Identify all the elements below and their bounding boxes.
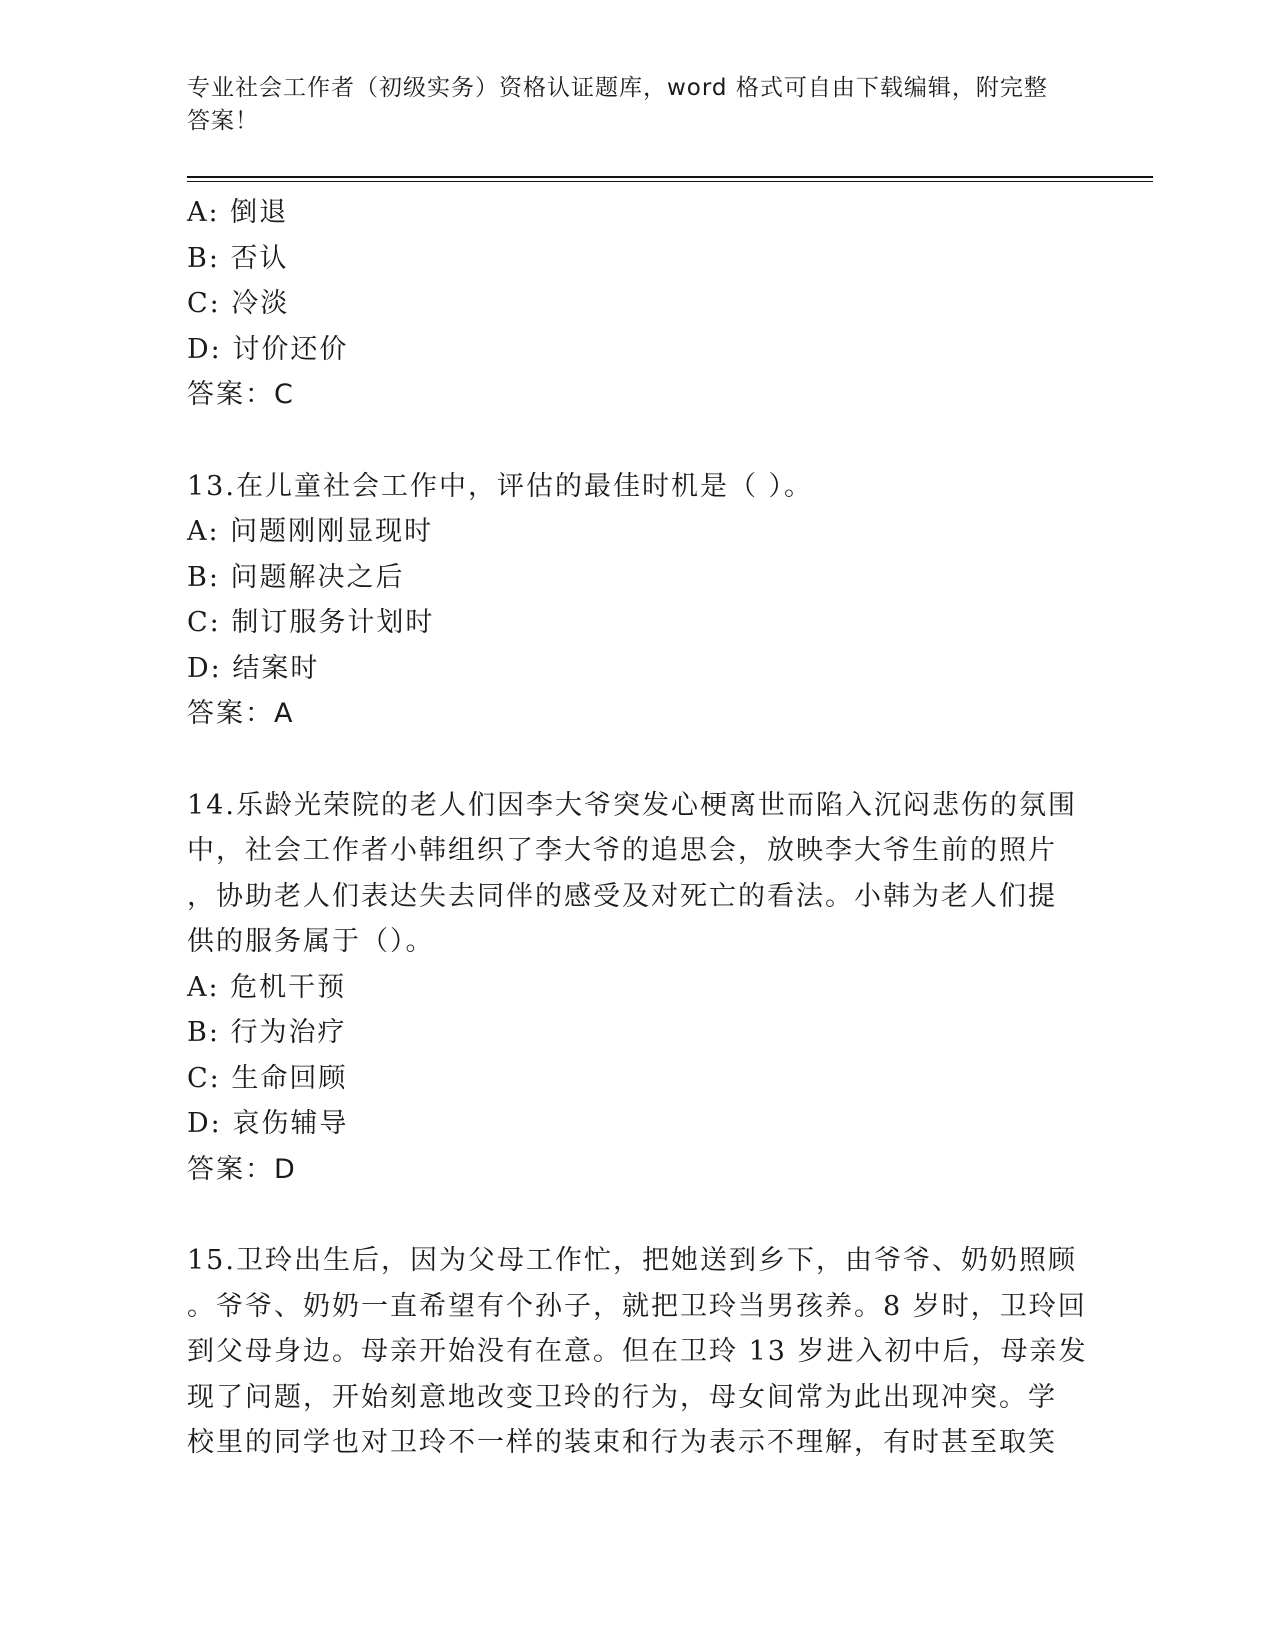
q15-question-line: 现了问题，开始刻意地改变卫玲的行为，母女间常为此出现冲突。学 [187,1381,1057,1413]
header-line-2: 答案！ [187,108,259,134]
header-rule-thick [187,176,1153,178]
q12-option-b: B: 否认 [187,242,289,274]
q12-option-c: C: 冷淡 [187,288,290,319]
q12-answer: 答案：C [187,379,295,410]
q13-answer: 答案：A [187,698,295,729]
question-14-block [187,783,1087,1193]
spacer [187,1192,1087,1238]
q12-option-d: D: 讨价还价 [187,333,349,365]
q15-question [187,1238,1087,1466]
q15-question-line: 15.卫玲出生后，因为父母工作忙，把她送到乡下，由爷爷、奶奶照顾 [187,1245,1077,1276]
question-12-block [187,190,1087,418]
q13-option-d: D: 结案时 [187,652,320,684]
header-line-1: 专业社会工作者（初级实务）资格认证题库，word 格式可自由下载编辑，附完整 [187,75,1048,101]
spacer [187,737,1087,783]
q14-question [187,783,1087,965]
spacer [187,418,1087,464]
q14-question-line: ，协助老人们表达失去同伴的感受及对死亡的看法。小韩为老人们提 [187,880,1057,912]
q14-question-line: 14.乐龄光荣院的老人们因李大爷突发心梗离世而陷入沉闷悲伤的氛围 [187,789,1077,821]
q14-question-line: 供的服务属于（）。 [187,926,435,957]
q14-option-a: A: 危机干预 [187,971,347,1003]
q14-question-line: 中，社会工作者小韩组织了李大爷的追思会，放映李大爷生前的照片 [187,835,1057,866]
q13-question: 13.在儿童社会工作中，评估的最佳时机是（ ）。 [187,470,814,502]
q13-option-b: B: 问题解决之后 [187,561,405,593]
q13-option-a: A: 问题刚刚显现时 [187,516,434,547]
q13-option-c: C: 制订服务计划时 [187,607,435,638]
q14-option-d: D: 哀伤辅导 [187,1108,349,1139]
q15-question-line: 。爷爷、奶奶一直希望有个孙子，就把卫玲当男孩养。8 岁时，卫玲回 [187,1290,1087,1322]
q15-question-line: 校里的同学也对卫玲不一样的装束和行为表示不理解，有时甚至取笑 [187,1427,1057,1458]
question-13-block [187,464,1087,737]
document-header [187,72,1067,138]
q14-option-b: B: 行为治疗 [187,1017,347,1048]
q15-question-line: 到父母身边。母亲开始没有在意。但在卫玲 13 岁进入初中后，母亲发 [187,1336,1088,1367]
q14-answer: 答案：D [187,1153,297,1185]
q12-option-a: A: 倒退 [187,197,289,228]
q14-option-c: C: 生命回顾 [187,1062,348,1094]
question-content [187,190,1087,1466]
question-15-block [187,1238,1087,1466]
header-rule-thin [187,181,1153,182]
